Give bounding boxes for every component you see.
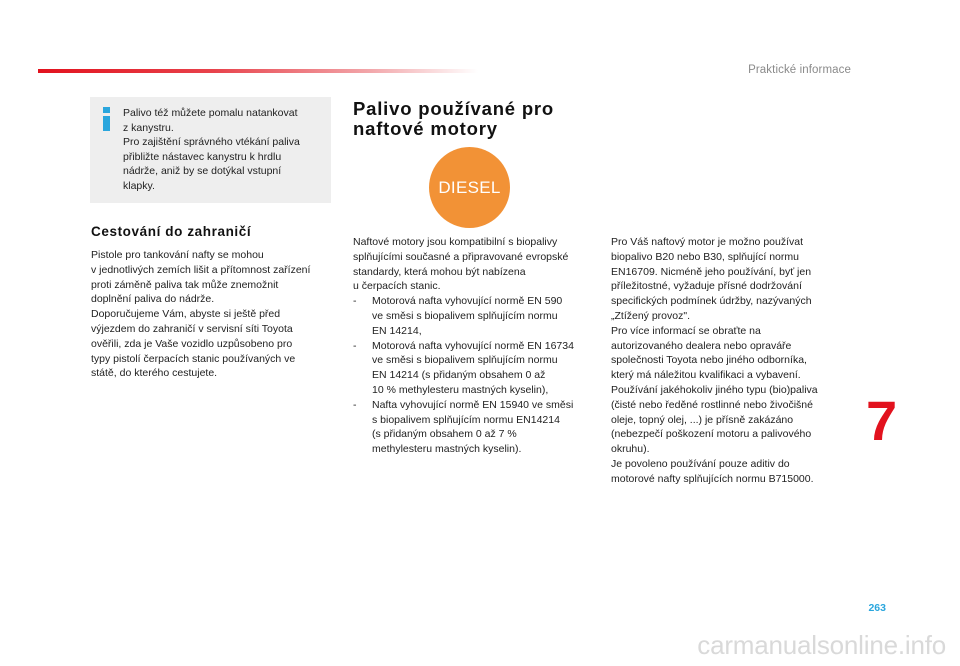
info-note-box — [90, 97, 331, 203]
text-line: u čerpacích stanic. — [353, 280, 441, 293]
text-line: Naftové motory jsou kompatibilní s biopalivy — [353, 236, 558, 248]
travel-abroad-text — [91, 248, 331, 381]
header-accent-bar — [38, 69, 478, 73]
text-line: v jednotlivých zemích lišit a přítomnost zařízení — [91, 263, 311, 276]
page-number: 263 — [868, 602, 886, 614]
text-line: ve směsi s biopalivem splňujícím normu — [372, 354, 558, 367]
list-item — [353, 339, 601, 398]
section-title: Praktické informace — [748, 64, 851, 76]
text-line: proti záměně paliva tak může znemožnit — [91, 278, 279, 291]
text-line: společnosti Toyota nebo jiného odborníka, — [611, 354, 807, 367]
list-item — [353, 398, 601, 457]
biofuel-info-text — [611, 235, 843, 487]
text-line: typy pistolí čerpacích stanic používaných ve — [91, 352, 296, 365]
text-line: ověřili, zda je Vaše vozidlo uzpůsobeno pro — [91, 337, 293, 350]
text-line: Pistole pro tankování nafty se mohou — [91, 249, 264, 261]
text-line: Pro více informací se obraťte na — [611, 324, 761, 337]
diesel-badge — [429, 147, 510, 228]
text-line: Je povoleno používání pouze aditiv do — [611, 457, 790, 470]
text-line: EN16709. Nicméně jeho používání, byť jen — [611, 265, 812, 278]
text-line: oleje, topný olej, ...) je přísně zakázáno — [611, 413, 794, 426]
watermark: carmanualsonline.info — [697, 630, 946, 660]
heading-line: naftové motory — [353, 118, 498, 139]
text-line: Používání jakéhokoliv jiného typu (bio)paliva — [611, 383, 818, 396]
text-line: EN 14214 (s přidaným obsahem 0 až — [372, 369, 546, 382]
text-line: autorizovaného dealera nebo opraváře — [611, 339, 792, 352]
text-line: Pro Váš naftový motor je možno používat — [611, 236, 804, 248]
diesel-fuel-heading — [353, 99, 573, 139]
text-line: splňujícími současné a připravované evropské — [353, 250, 569, 263]
diesel-badge-label: DIESEL — [438, 177, 501, 197]
text-line: Doporučujeme Vám, abyste si ještě před — [91, 308, 281, 321]
text-line: ve směsi s biopalivem splňujícím normu — [372, 309, 558, 322]
text-line: „Ztížený provoz". — [611, 309, 691, 322]
text-line: motorové nafty splňujících normu B715000. — [611, 472, 814, 485]
text-line: státě, do kterého cestujete. — [91, 367, 218, 380]
info-line: přibližte nástavec kanystru k hrdlu — [123, 150, 282, 163]
text-line: který má náležitou kvalifikaci a vybavení. — [611, 369, 801, 382]
text-line: s biopalivem splňujícím normu EN14214 — [372, 413, 560, 426]
text-line: methylesteru mastných kyselin). — [372, 443, 522, 456]
text-line: doplnění paliva do nádrže. — [91, 293, 215, 306]
text-line: (čisté nebo ředěné rostlinné nebo živočišné — [611, 398, 813, 411]
text-line: EN 14214, — [372, 324, 422, 337]
info-line: nádrže, aniž by se dotýkal vstupní — [123, 165, 282, 178]
info-line: klapky. — [123, 179, 155, 192]
text-line: Motorová nafta vyhovující normě EN 16734 — [372, 339, 574, 352]
diesel-compat-text — [353, 235, 601, 457]
text-line: 10 % methylesteru mastných kyselin), — [372, 383, 549, 396]
text-line: výjezdem do zahraničí v servisní síti Toyota — [91, 322, 293, 335]
chapter-number: 7 — [866, 389, 898, 452]
text-line: příležitostné, vyžaduje přísné dodržování — [611, 280, 802, 293]
fuel-standards-list — [353, 294, 601, 457]
text-line: (nebezpečí poškození motoru a palivového — [611, 428, 812, 441]
text-line: Nafta vyhovující normě EN 15940 ve směsi — [372, 398, 574, 411]
info-line: z kanystru. — [123, 121, 174, 134]
text-line: biopalivo B20 nebo B30, splňující normu — [611, 250, 799, 263]
text-line: (s přidaným obsahem 0 až 7 % — [372, 428, 517, 441]
info-line: Palivo též můžete pomalu natankovat — [123, 107, 298, 119]
info-note-text — [123, 106, 323, 194]
list-item — [353, 294, 601, 338]
heading-line: Palivo používané pro — [353, 98, 555, 119]
info-icon — [100, 107, 114, 131]
text-line: standardy, která mohou být nabízena — [353, 265, 526, 278]
info-line: Pro zajištění správného vtékání paliva — [123, 136, 300, 149]
text-line: Motorová nafta vyhovující normě EN 590 — [372, 295, 563, 308]
text-line: specifických podmínek údržby, nazývaných — [611, 295, 812, 308]
travel-abroad-heading: Cestování do zahraničí — [91, 224, 252, 239]
text-line: okruhu). — [611, 443, 650, 456]
